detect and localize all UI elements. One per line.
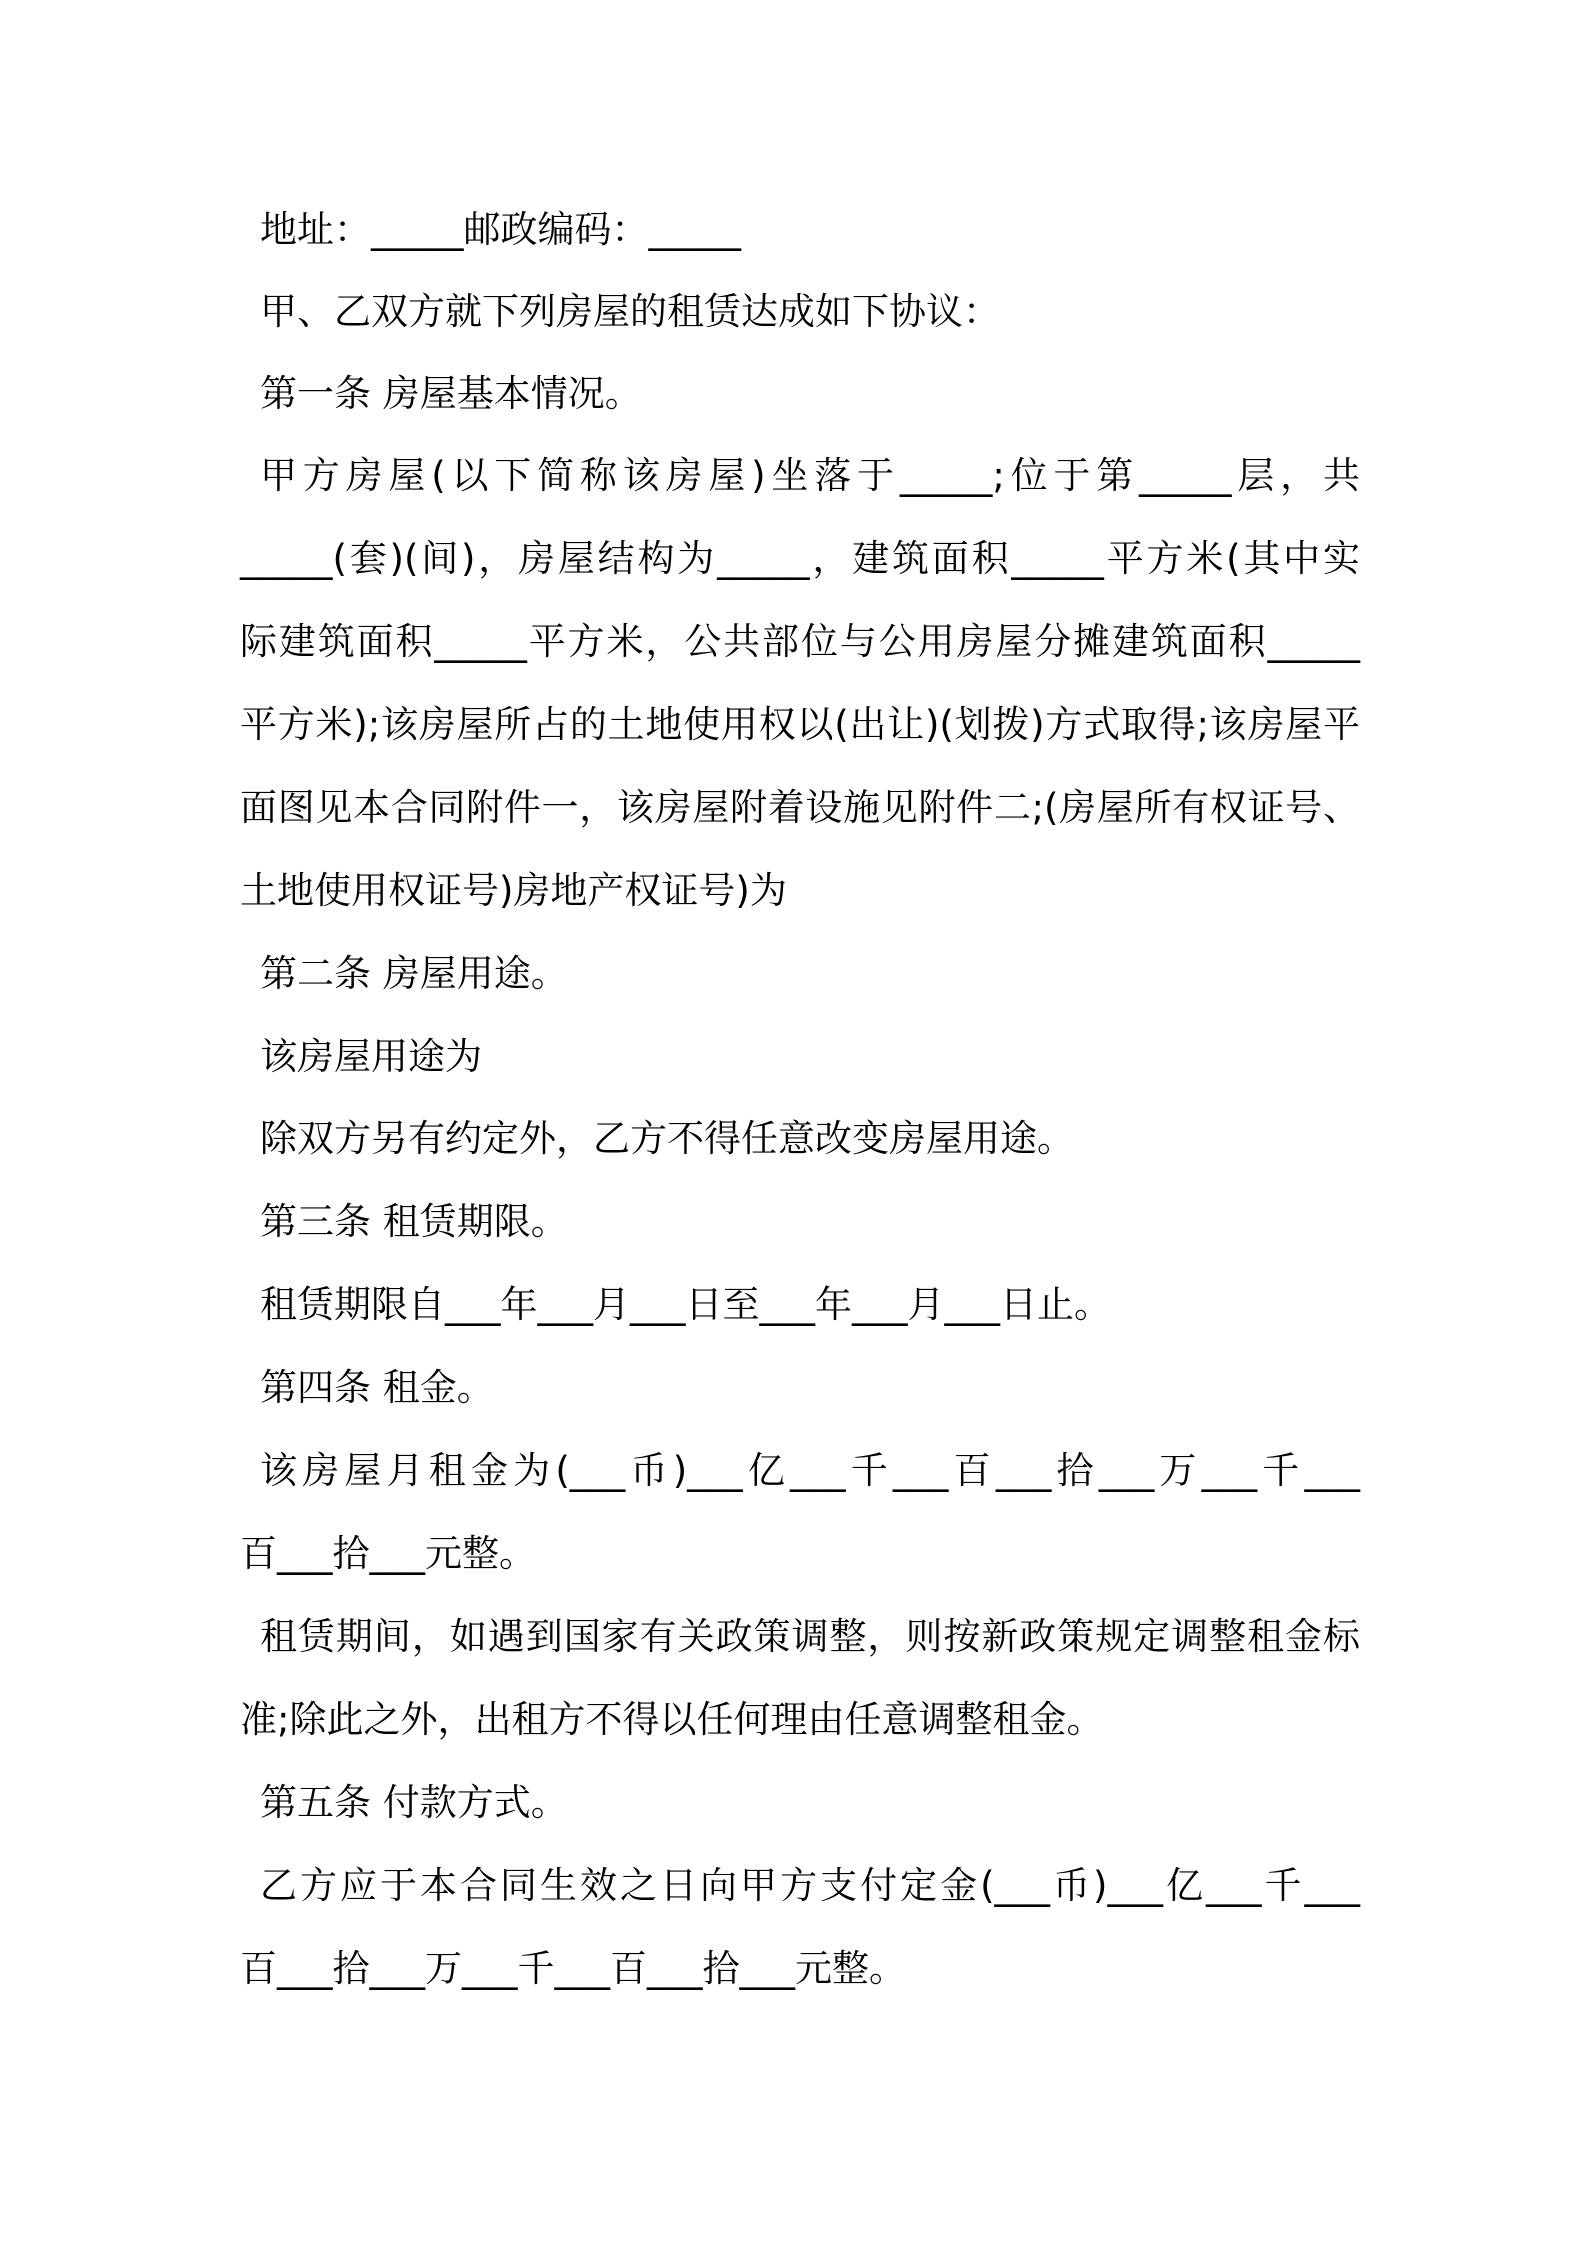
article-3-heading: 第三条 租赁期限。 [260, 1200, 568, 1243]
article-1-heading: 第一条 房屋基本情况。 [260, 372, 642, 415]
address-line: 地址：_____邮政编码：_____ [260, 208, 741, 251]
article-5-deposit-line: 乙方应于本合同生效之日向甲方支付定金(___币)___亿___千___ [260, 1864, 1360, 1907]
article-1-paragraph-line: 际建筑面积_____平方米，公共部位与公用房屋分摊建筑面积_____ [240, 620, 1360, 663]
agreement-intro: 甲、乙双方就下列房屋的租赁达成如下协议： [260, 290, 1000, 333]
article-1-paragraph-line: 甲方房屋(以下简称该房屋)坐落于_____;位于第_____层，共 [260, 454, 1360, 497]
article-5-heading: 第五条 付款方式。 [260, 1781, 568, 1824]
article-1-paragraph-line: 面图见本合同附件一，该房屋附着设施见附件二;(房屋所有权证号、 [240, 786, 1360, 829]
article-4-rent-line: 该房屋月租金为(___币)___亿___千___百___拾___万___千___ [260, 1449, 1360, 1492]
article-2-usage: 该房屋用途为 [260, 1035, 482, 1078]
article-4-rent-line: 百___拾___元整。 [240, 1532, 536, 1575]
article-3-term: 租赁期限自___年___月___日至___年___月___日止。 [260, 1283, 1111, 1326]
article-2-heading: 第二条 房屋用途。 [260, 952, 568, 995]
article-1-paragraph-line: _____(套)(间)，房屋结构为_____，建筑面积_____平方米(其中实 [240, 537, 1360, 580]
article-1-paragraph-line: 平方米);该房屋所占的土地使用权以(出让)(划拨)方式取得;该房屋平 [240, 703, 1360, 746]
article-2-restriction: 除双方另有约定外，乙方不得任意改变房屋用途。 [260, 1117, 1074, 1160]
article-4-heading: 第四条 租金。 [260, 1366, 494, 1409]
article-4-adjustment-line: 租赁期间，如遇到国家有关政策调整，则按新政策规定调整租金标 [260, 1615, 1360, 1658]
article-1-paragraph-line: 土地使用权证号)房地产权证号)为 [240, 869, 787, 912]
article-4-adjustment-line: 准;除此之外，出租方不得以任何理由任意调整租金。 [240, 1698, 1104, 1741]
article-5-deposit-line: 百___拾___万___千___百___拾___元整。 [240, 1947, 906, 1990]
